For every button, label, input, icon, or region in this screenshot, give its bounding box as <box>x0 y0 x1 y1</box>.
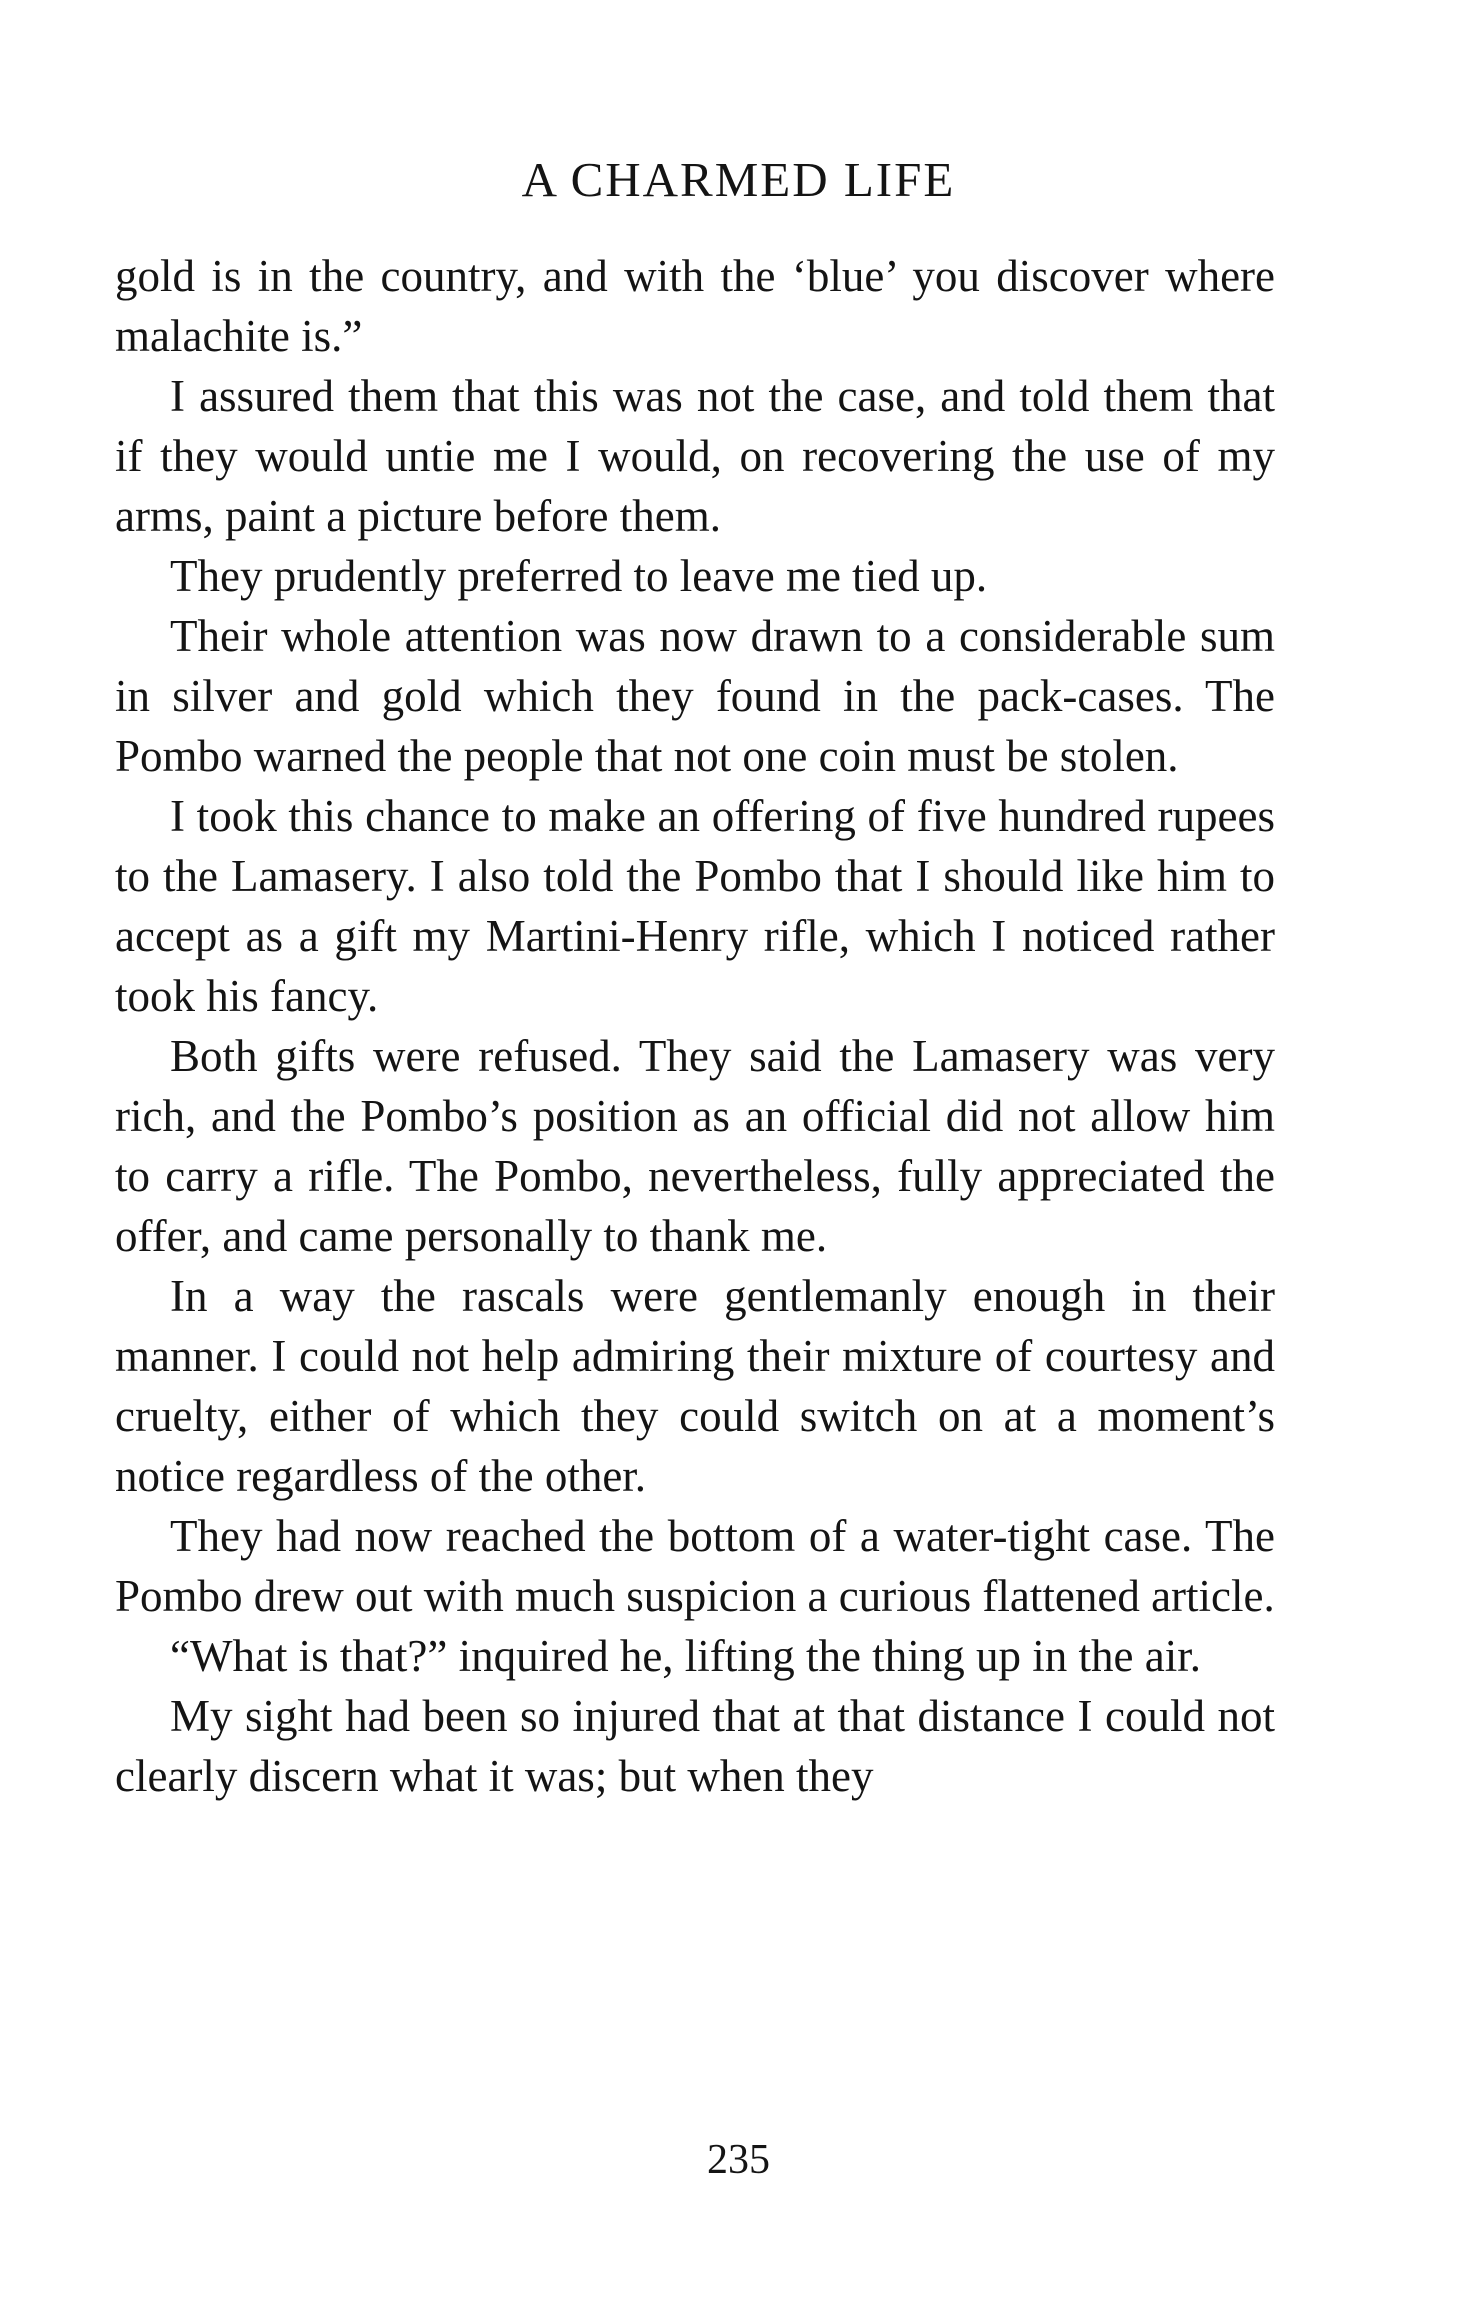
paragraph: I took this chance to make an offering of five hundred rupees to the Lamasery. I also told the Pombo that I should like him to accept as a gift my Martini-Henry rifle, which I noticed rather took his fancy. <box>115 791 1275 1021</box>
paragraph-continuation: gold is in the country, and with the ‘blue’ you discover where malachite is.” <box>115 251 1275 361</box>
paragraph: They had now reached the bottom of a water-tight case. The Pombo drew out with much suspicion a curious flattened article. <box>115 1511 1275 1621</box>
paragraph: In a way the rascals were gentlemanly enough in their manner. I could not help admiring their mixture of courtesy and cruelty, either of which they could switch on at a moment’s notice regardless of the other. <box>115 1271 1275 1501</box>
body-text <box>115 246 1275 1806</box>
page-number: 235 <box>707 2137 770 2183</box>
paragraph: Both gifts were refused. They said the Lamasery was very rich, and the Pombo’s position as an official did not allow him to carry a rifle. The Pombo, nevertheless, fully appreciated the offer, and came personally to thank me. <box>115 1031 1275 1261</box>
paragraph: They prudently preferred to leave me tied up. <box>170 551 988 601</box>
paragraph: “What is that?” inquired he, lifting the thing up in the air. <box>170 1631 1201 1681</box>
paragraph: My sight had been so injured that at that distance I could not clearly discern what it was; but when they <box>115 1691 1275 1801</box>
paragraph: I assured them that this was not the case, and told them that if they would untie me I would, on recovering the use of my arms, paint a picture before them. <box>115 371 1275 541</box>
running-head-title: A CHARMED LIFE <box>521 152 956 207</box>
paragraph: Their whole attention was now drawn to a considerable sum in silver and gold which they found in the pack-cases. The Pombo warned the people that not one coin must be stolen. <box>115 611 1275 781</box>
